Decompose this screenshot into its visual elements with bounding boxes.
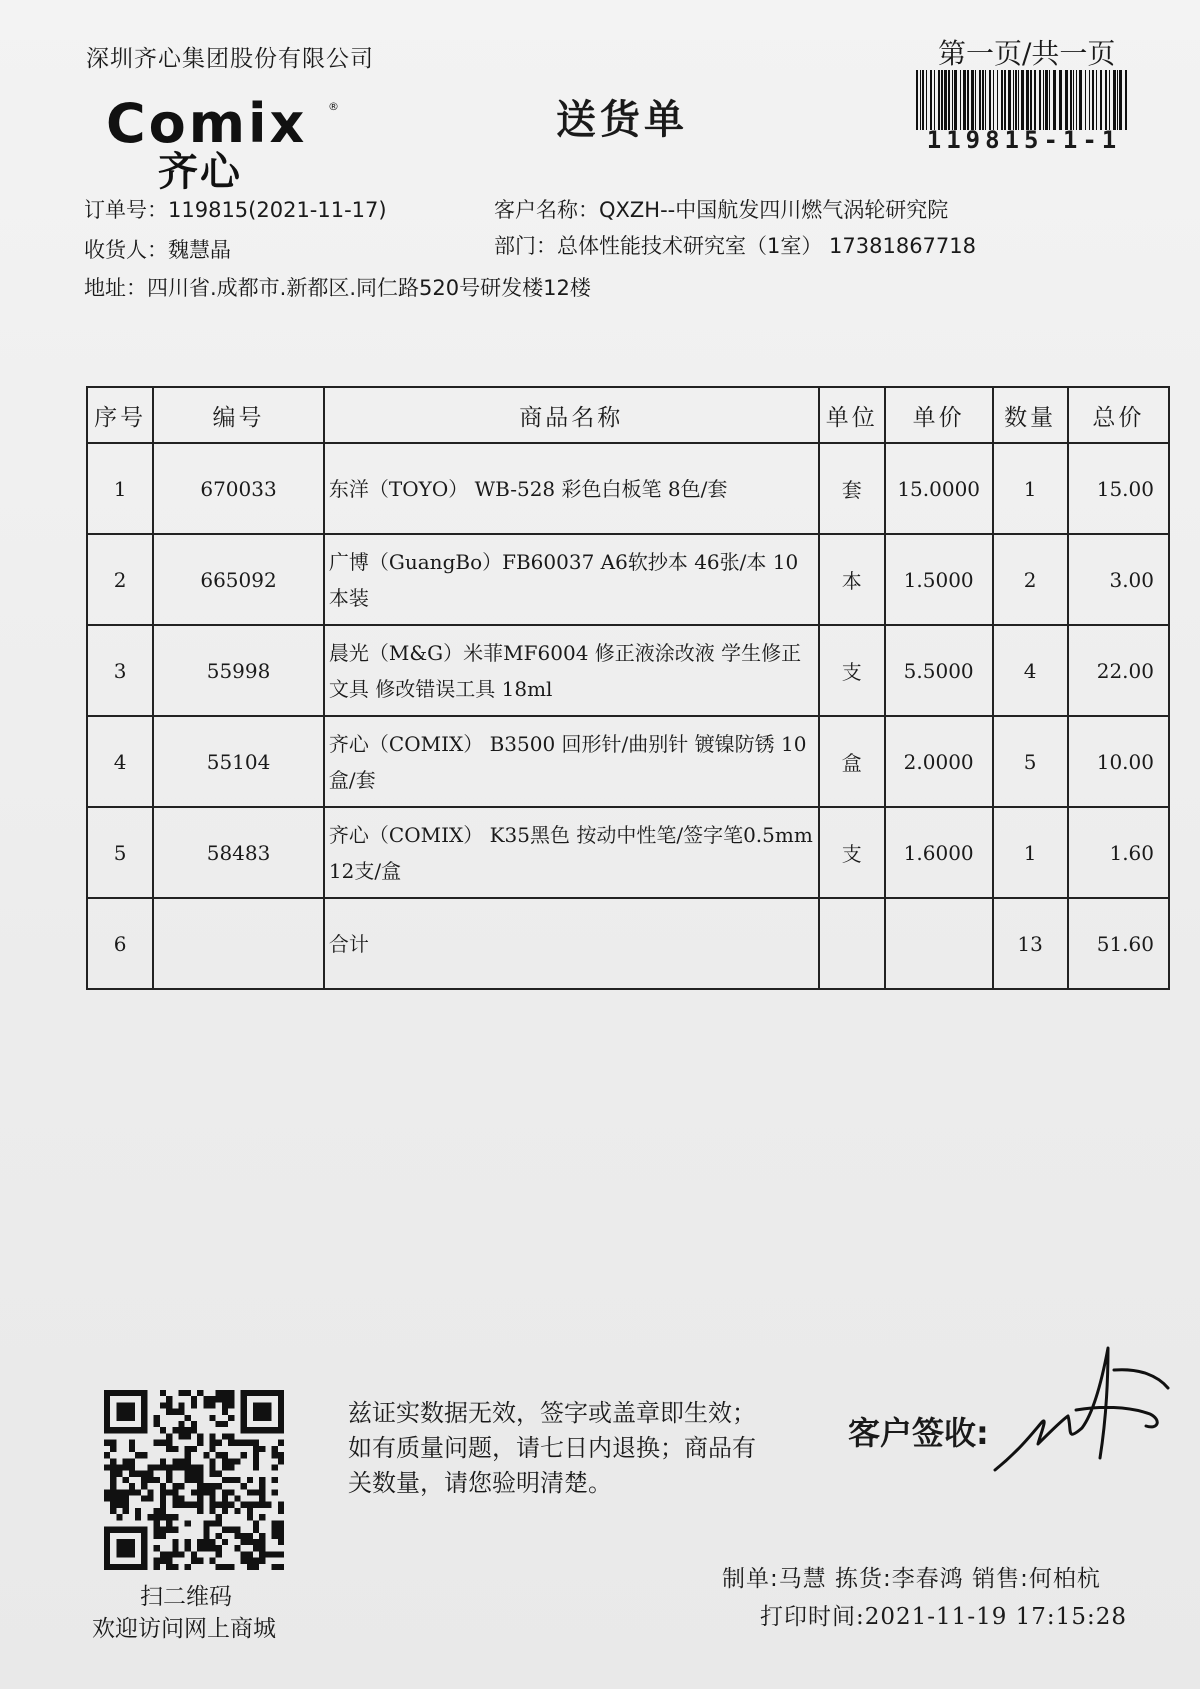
cell-seq: 1 [87,443,153,534]
cell-unit: 支 [819,807,885,898]
cell-product-name: 齐心（COMIX） B3500 回形针/曲别针 镀镍防锈 10盒/套 [324,716,819,807]
table-header-row [87,387,1169,443]
print-time: 打印时间:2021-11-19 17:15:28 [760,1604,1127,1630]
header-quantity: 数量 [993,387,1068,443]
header-product-name: 商品名称 [324,387,819,443]
barcode-number: 119815-1-1 [926,126,1122,154]
cell-seq: 2 [87,534,153,625]
cell-total: 22.00 [1068,625,1169,716]
cell-product-name: 晨光（M&G）米菲MF6004 修正液涂改液 学生修正文具 修改错误工具 18ml [324,625,819,716]
cell-quantity: 2 [993,534,1068,625]
header-seq: 序号 [87,387,153,443]
company-name: 深圳齐心集团股份有限公司 [86,46,374,72]
cell-seq: 6 [87,898,153,989]
cell-code: 670033 [153,443,324,534]
cell-unit-price: 15.0000 [885,443,993,534]
cell-code [153,898,324,989]
logo-cn-text: 齐心 [158,149,242,195]
cell-unit-price: 1.6000 [885,807,993,898]
table-row [87,443,1169,534]
table-row [87,534,1169,625]
cell-unit: 支 [819,625,885,716]
signature-icon [990,1340,1180,1490]
header-code: 编号 [153,387,324,443]
cell-code: 55998 [153,625,324,716]
cell-code: 58483 [153,807,324,898]
page-indicator: 第一页/共一页 [938,37,1116,70]
qr-caption-mall: 欢迎访问网上商城 [92,1616,276,1642]
cell-total: 1.60 [1068,807,1169,898]
cell-unit: 本 [819,534,885,625]
delivery-address: 地址：四川省.成都市.新都区.同仁路520号研发楼12楼 [84,276,591,300]
department: 部门：总体性能技术研究室（1室） 17381867718 [494,234,977,258]
cell-quantity-sum: 13 [993,898,1068,989]
cell-quantity: 4 [993,625,1068,716]
cell-total: 3.00 [1068,534,1169,625]
cell-unit-price: 2.0000 [885,716,993,807]
cell-code: 55104 [153,716,324,807]
table-row [87,807,1169,898]
cell-seq: 3 [87,625,153,716]
table-row [87,625,1169,716]
cell-unit-price: 1.5000 [885,534,993,625]
table-row [87,716,1169,807]
customer-sign-label: 客户签收: [848,1414,989,1452]
header-unit-price: 单价 [885,387,993,443]
cell-seq: 4 [87,716,153,807]
qr-caption-scan: 扫二维码 [140,1584,232,1610]
staff-info: 制单:马慧 拣货:李春鸿 销售:何柏杭 [722,1566,1101,1592]
cell-product-name: 广博（GuangBo）FB60037 A6软抄本 46张/本 10本装 [324,534,819,625]
cell-unit [819,898,885,989]
cell-total: 10.00 [1068,716,1169,807]
notice-text: 兹证实数据无效，签字或盖章即生效；如有质量问题，请七日内退换；商品有关数量，请您验明清楚。 [348,1399,756,1497]
receiver-name: 收货人：魏慧晶 [84,238,231,262]
comix-logo [106,92,346,195]
header-unit: 单位 [819,387,885,443]
qr-code-icon [104,1390,284,1570]
cell-quantity: 1 [993,443,1068,534]
table-total-row [87,898,1169,989]
cell-code: 665092 [153,534,324,625]
cell-unit-price [885,898,993,989]
cell-quantity: 1 [993,807,1068,898]
items-table [86,386,1170,990]
logo-registered-mark: ® [328,100,339,113]
order-number: 订单号：119815(2021-11-17) [84,198,387,222]
cell-grand-total: 51.60 [1068,898,1169,989]
cell-product-name: 东洋（TOYO） WB-528 彩色白板笔 8色/套 [324,443,819,534]
document-title: 送货单 [556,97,688,143]
cell-product-name: 齐心（COMIX） K35黑色 按动中性笔/签字笔0.5mm 12支/盒 [324,807,819,898]
cell-total-label: 合计 [324,898,819,989]
cell-unit: 盒 [819,716,885,807]
customer-name: 客户名称：QXZH--中国航发四川燃气涡轮研究院 [494,198,949,222]
cell-total: 15.00 [1068,443,1169,534]
cell-unit: 套 [819,443,885,534]
cell-quantity: 5 [993,716,1068,807]
header-total-price: 总价 [1068,387,1169,443]
logo-en-text: Comix [106,92,308,155]
cell-seq: 5 [87,807,153,898]
barcode-icon [914,70,1134,130]
cell-unit-price: 5.5000 [885,625,993,716]
